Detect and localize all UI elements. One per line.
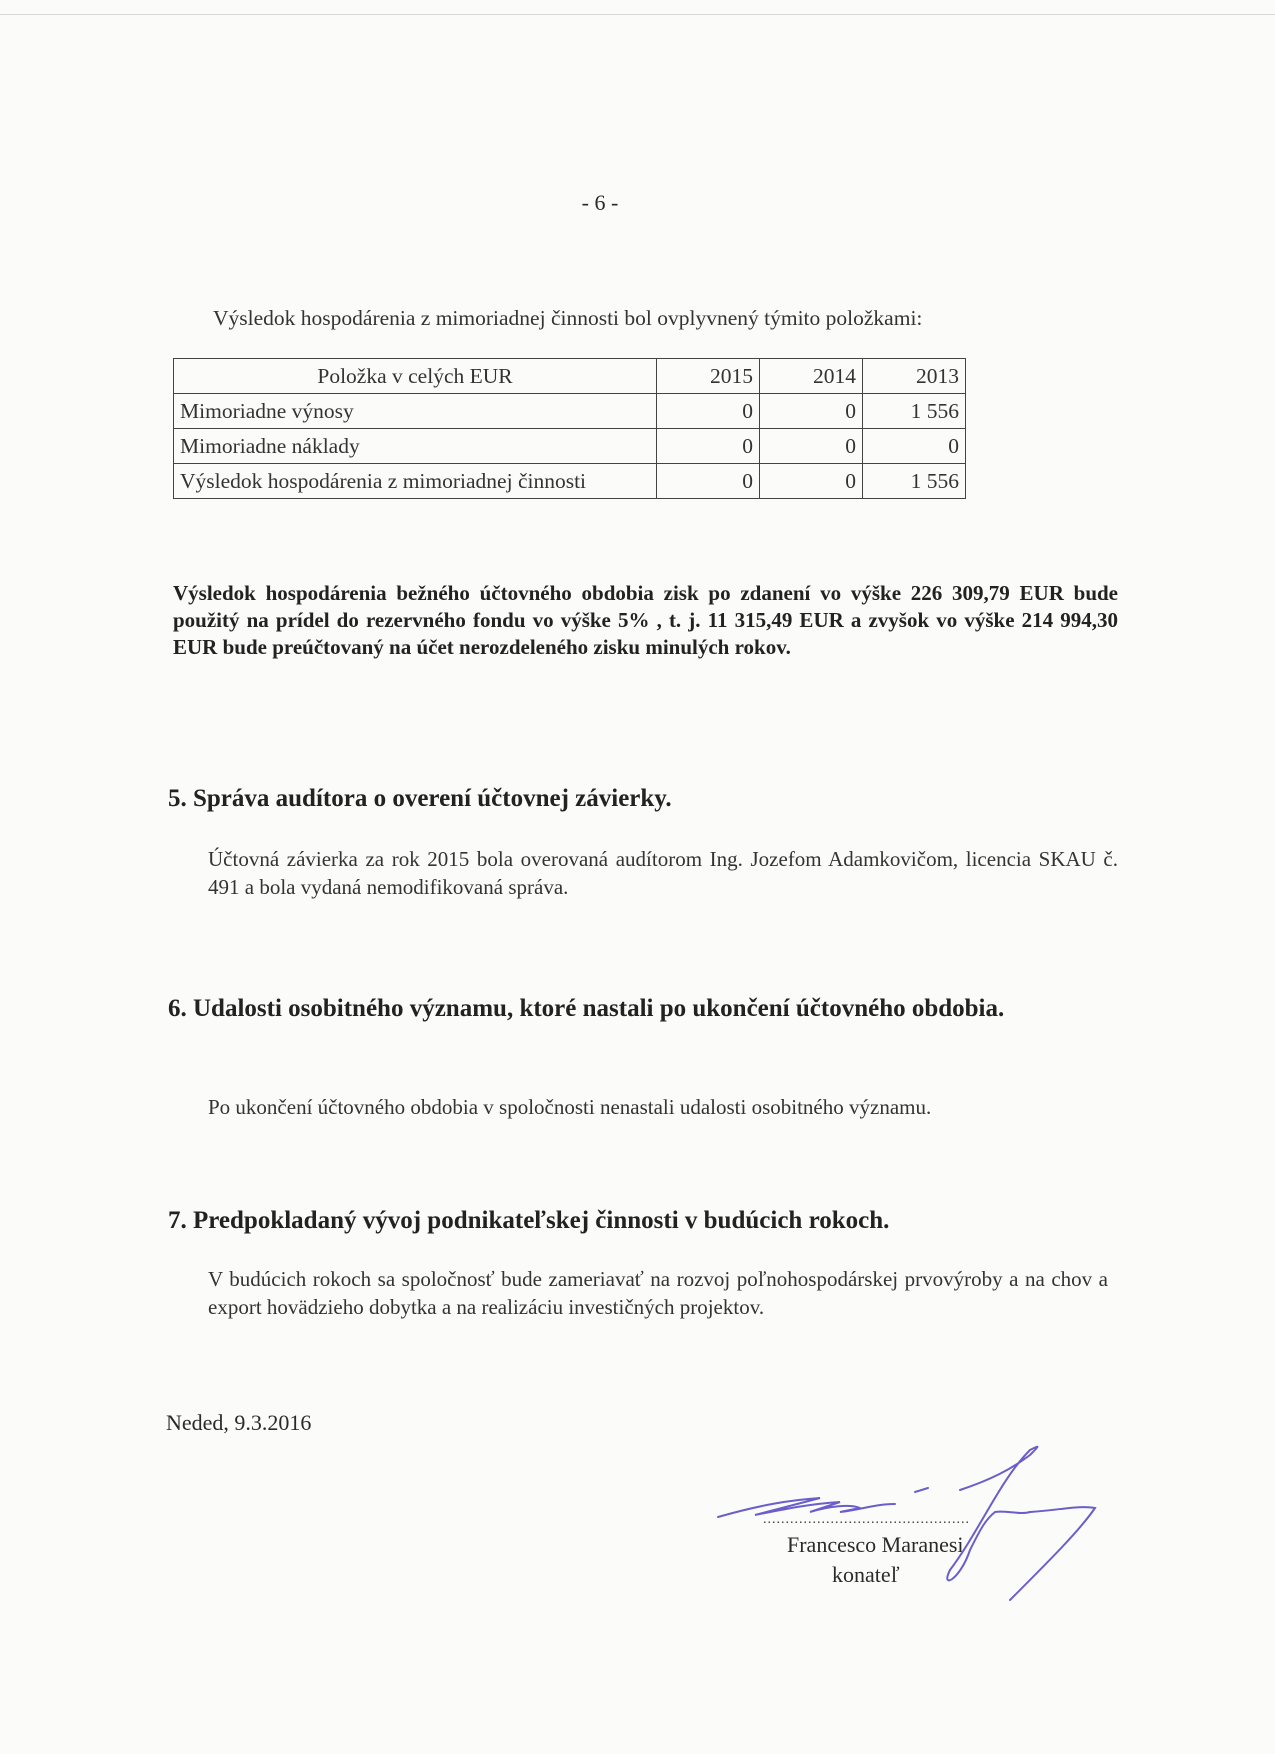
place-and-date: Neded, 9.3.2016 — [166, 1410, 312, 1435]
row-label: Výsledok hospodárenia z mimoriadnej činnosti — [174, 464, 657, 499]
section-6-text: Po ukončení účtovného obdobia v spoločnosti nenastali udalosti osobitného významu. — [208, 1095, 932, 1119]
handwritten-signature — [700, 1420, 1120, 1620]
header-cell: 2015 — [657, 359, 760, 394]
section-5-text: Účtovná závierka za rok 2015 bola overovaná audítorom Ing. Jozefom Adamkovičom, licencia SKAU č. 491 a bola vydaná nemodifikovaná správa. — [208, 847, 1118, 899]
table-row — [174, 464, 966, 499]
cell-value: 0 — [657, 464, 760, 499]
table-row — [174, 429, 966, 464]
cell-value: 0 — [760, 394, 863, 429]
section-7-text: V budúcich rokoch sa spoločnosť bude zameriavať na rozvoj poľnohospodárskej prvovýroby a na chov a export hovädzieho dobytka a na realizáciu investičných projektov. — [208, 1267, 1108, 1319]
section-7-heading: 7. Predpokladaný vývoj podnikateľskej činnosti v budúcich rokoch. — [168, 1207, 890, 1234]
intro-sentence: Výsledok hospodárenia z mimoriadnej činnosti bol ovplyvnený týmito položkami: — [213, 306, 923, 330]
cell-value: 0 — [657, 429, 760, 464]
cell-value: 1 556 — [863, 464, 966, 499]
row-label: Mimoriadne náklady — [174, 429, 657, 464]
header-cell: 2013 — [863, 359, 966, 394]
signatory-role: konateľ — [832, 1562, 900, 1587]
table-header-row — [174, 359, 966, 394]
scan-edge-line — [0, 14, 1275, 15]
extraordinary-results-table — [173, 358, 966, 499]
section-6-heading: 6. Udalosti osobitného významu, ktoré nastali po ukončení účtovného obdobia. — [168, 995, 1005, 1022]
page-number: - 6 - — [581, 190, 619, 215]
cell-value: 0 — [657, 394, 760, 429]
signature-line: .............................................. — [763, 1512, 970, 1527]
row-label: Mimoriadne výnosy — [174, 394, 657, 429]
cell-value: 1 556 — [863, 394, 966, 429]
signatory-name: Francesco Maranesi — [787, 1532, 964, 1557]
header-cell: 2014 — [760, 359, 863, 394]
header-cell: Položka v celých EUR — [174, 359, 657, 394]
profit-distribution-paragraph: Výsledok hospodárenia bežného účtovného obdobia zisk po zdanení vo výške 226 309,79 EUR bude použitý na prídel do rezervného fondu vo výške 5% , t. j. 11 315,49 EUR a zvyšok vo výške 214 994,30 EUR bude preúčtovaný na účet nerozdeleného zisku minulých rokov. — [173, 581, 1118, 659]
section-5-heading: 5. Správa audítora o overení účtovnej závierky. — [168, 785, 672, 812]
table-row — [174, 394, 966, 429]
cell-value: 0 — [760, 464, 863, 499]
cell-value: 0 — [760, 429, 863, 464]
cell-value: 0 — [863, 429, 966, 464]
